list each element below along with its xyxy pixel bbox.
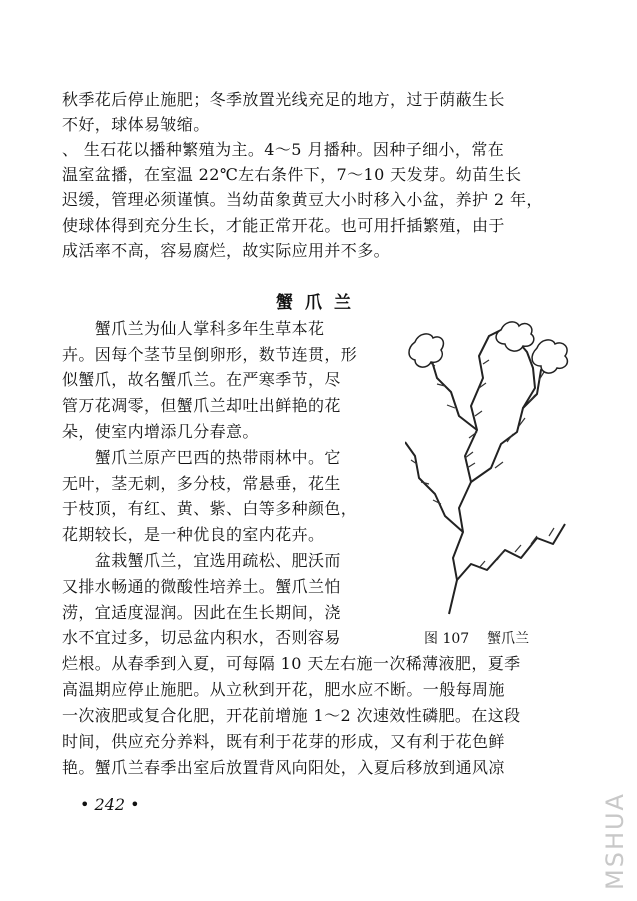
text-line: 无叶，茎无刺，多分枝，常悬垂，花生 xyxy=(62,474,341,493)
stem-texture xyxy=(479,528,554,568)
figure-number: 图 107 xyxy=(424,631,470,647)
figure-caption xyxy=(424,628,529,648)
watermark: MSHUA xyxy=(601,792,629,890)
text-line: 秋季花后停止施肥；冬季放置光线充足的地方，过于荫蔽生长 xyxy=(62,90,505,109)
figure-title: 蟹爪兰 xyxy=(487,631,530,647)
cactus-illustration xyxy=(405,318,575,620)
text-line: 高温期应停止施肥。从立秋到开花，肥水应不断。一般每周施 xyxy=(62,680,505,699)
text-line: 烂根。从春季到入夏，可每隔 10 天左右施一次稀薄液肥，夏季 xyxy=(62,654,521,673)
text-line: 盆栽蟹爪兰，宜选用疏松、肥沃而 xyxy=(62,551,341,570)
text-line: 又排水畅通的微酸性培养土。蟹爪兰怕 xyxy=(62,577,341,596)
text-line: 卉。因每个茎节呈倒卵形，数节连贯，形 xyxy=(62,345,358,364)
page-number: • 242 • xyxy=(80,795,140,814)
flower xyxy=(496,322,534,351)
stem-segment xyxy=(405,442,463,532)
text-line: 艳。蟹爪兰春季出室后放置背风向阳处，入夏后移放到通风凉 xyxy=(62,758,505,777)
text-line: 花期较长，是一种优良的室内花卉。 xyxy=(62,525,325,544)
text-line: 成活率不高，容易腐烂，故实际应用并不多。 xyxy=(62,241,391,260)
section-title: 蟹爪兰 xyxy=(276,293,363,313)
text-line: 温室盆播，在室温 22℃左右条件下，7～10 天发芽。幼苗生长 xyxy=(62,165,522,184)
stem-texture xyxy=(465,360,489,468)
flower xyxy=(409,334,443,367)
text-line: 于枝顶，有红、黄、紫、白等多种颜色， xyxy=(62,499,358,518)
text-line: 水不宜过多，切忌盆内积水，否则容易 xyxy=(62,628,341,647)
text-line: 管万花凋零，但蟹爪兰却吐出鲜艳的花 xyxy=(62,396,341,415)
text-line: 时间，供应充分养料，既有利于花芽的形成，又有利于花色鲜 xyxy=(62,732,505,751)
text-line: 使球体得到充分生长，才能正常开花。也可用扦插繁殖，由于 xyxy=(62,216,505,235)
text-line: 蟹爪兰为仙人掌科多年生草本花 xyxy=(62,319,325,338)
text-line: 似蟹爪，故名蟹爪兰。在严寒季节，尽 xyxy=(62,370,341,389)
stem-segment xyxy=(457,524,565,580)
text-line: 蟹爪兰原产巴西的热带雨林中。它 xyxy=(62,448,341,467)
text-line: 不好，球体易皱缩。 xyxy=(62,115,210,134)
text-line: 涝，宜适度湿润。因此在生长期间，浇 xyxy=(62,603,341,622)
text-line: 朵，使室内增添几分春意。 xyxy=(62,422,259,441)
stem-texture xyxy=(411,362,455,504)
text-line: 、 生石花以播种繁殖为主。4～5 月播种。因种子细小，常在 xyxy=(62,140,505,159)
text-line: 迟缓，管理必须谨慎。当幼苗象黄豆大小时移入小盆，养护 2 年， xyxy=(62,190,543,209)
stem-segment xyxy=(449,330,501,614)
text-line: 一次液肥或复合化肥，开花前增施 1～2 次速效性磷肥。在这段 xyxy=(62,706,521,725)
flower xyxy=(532,340,567,373)
